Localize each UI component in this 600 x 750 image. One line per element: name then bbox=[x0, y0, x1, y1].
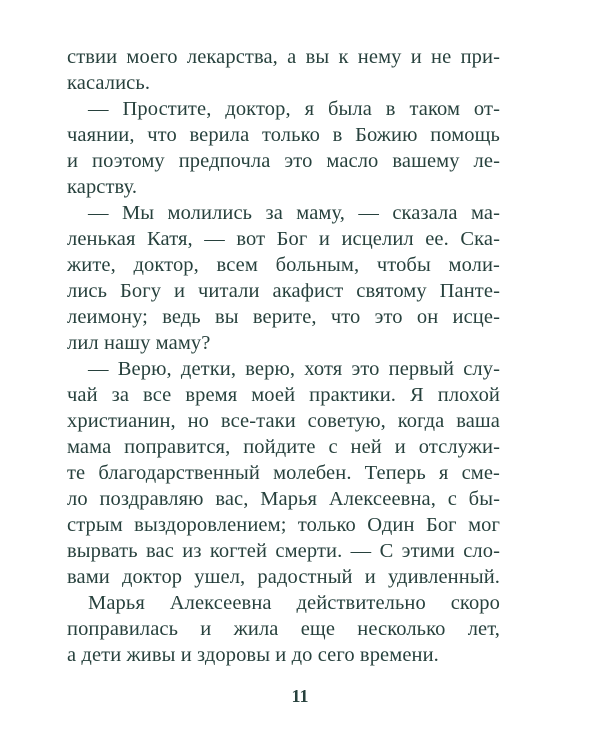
text-line: — Мы молились за маму, — сказала ма- bbox=[88, 202, 500, 224]
text-line: вырвать вас из когтей смерти. — С этими сло- bbox=[67, 540, 500, 562]
text-line: лись Богу и читали акафист святому Панте- bbox=[67, 280, 500, 302]
text-line: ствии моего лекарства, а вы к нему и не при- bbox=[67, 46, 500, 68]
text-line: вами доктор ушел, радостный и удивленный. bbox=[67, 566, 500, 588]
text-line: ленькая Катя, — вот Бог и исцелил ее. Ска- bbox=[67, 228, 500, 250]
text-line: Марья Алексеевна действительно скоро bbox=[88, 592, 500, 614]
page-number: 11 bbox=[291, 686, 309, 706]
text-line: ло поздравляю вас, Марья Алексеевна, с бы- bbox=[67, 488, 500, 510]
text-line: а дети живы и здоровы и до сего времени. bbox=[67, 644, 439, 666]
text-line: и поэтому предпочла это масло вашему ле- bbox=[67, 150, 500, 172]
text-line: христианин, но все-таки советую, когда ваша bbox=[67, 410, 500, 432]
text-line: — Простите, доктор, я была в таком от- bbox=[88, 98, 500, 120]
text-line: леимону; ведь вы верите, что это он исце- bbox=[67, 306, 500, 328]
text-line: — Верю, детки, верю, хотя это первый слу- bbox=[88, 358, 500, 380]
text-line: поправилась и жила еще несколько лет, bbox=[67, 618, 500, 640]
text-line: стрым выздоровлением; только Один Бог мог bbox=[67, 514, 500, 536]
text-line: чай за все время моей практики. Я плохой bbox=[67, 384, 500, 406]
text-line: лил нашу маму? bbox=[67, 332, 211, 354]
text-line: карству. bbox=[67, 176, 138, 198]
text-line: жите, доктор, всем больным, чтобы моли- bbox=[67, 254, 500, 276]
text-line: мама поправится, пойдите с ней и отслужи- bbox=[67, 436, 500, 458]
text-line: чаянии, что верила только в Божию помощь bbox=[67, 124, 500, 146]
text-line: касались. bbox=[67, 72, 151, 94]
text-line: те благодарственный молебен. Теперь я сме- bbox=[67, 462, 500, 484]
